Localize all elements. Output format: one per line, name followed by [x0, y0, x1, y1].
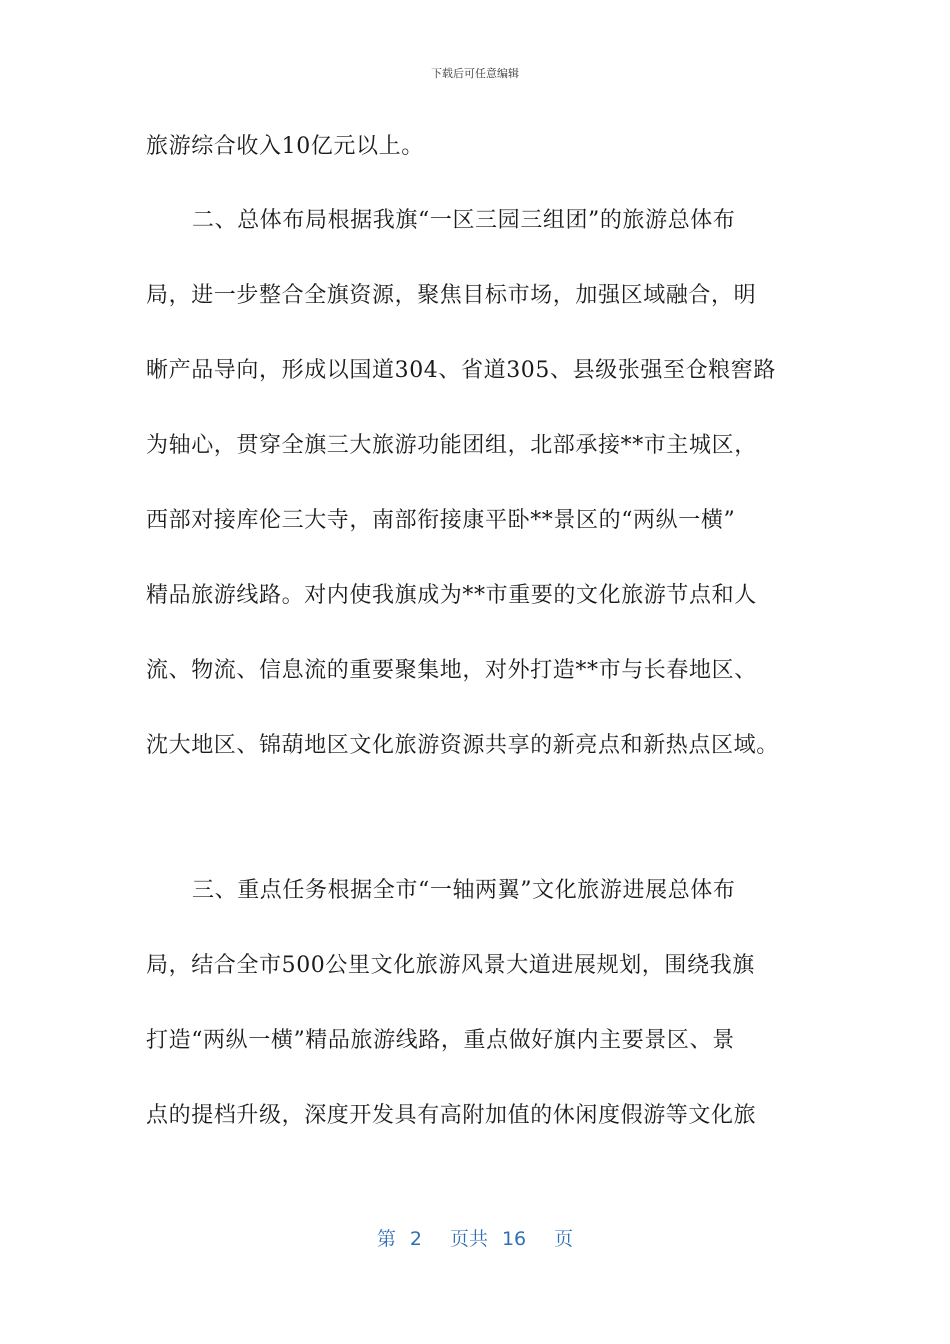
text-line: 二、总体布局根据我旗“一区三园三组团”的旅游总体布 — [192, 208, 736, 233]
total-pages-number: 16 — [501, 1228, 527, 1250]
text-line: 点的提档升级，深度开发具有高附加值的休闲度假游等文化旅 — [146, 1103, 757, 1128]
current-page-number: 2 — [409, 1228, 422, 1250]
page-footer — [0, 1226, 950, 1252]
page-header-note: 下载后可任意编辑 — [431, 67, 519, 80]
text-line: 沈大地区、锦葫地区文化旅游资源共享的新亮点和新热点区域。 — [146, 733, 779, 758]
page-suffix: 页 — [554, 1228, 574, 1250]
text-line: 局，进一步整合全旗资源，聚焦目标市场，加强区域融合，明 — [146, 283, 757, 308]
text-line: 打造“两纵一横”精品旅游线路，重点做好旗内主要景区、景 — [146, 1028, 735, 1053]
text-line: 局，结合全市500公里文化旅游风景大道进展规划，围绕我旗 — [146, 953, 755, 978]
page-prefix: 第 — [376, 1228, 396, 1250]
text-line: 为轴心，贯穿全旗三大旅游功能团组，北部承接**市主城区， — [146, 433, 757, 458]
text-line: 流、物流、信息流的重要聚集地，对外打造**市与长春地区、 — [146, 658, 757, 683]
text-line: 精品旅游线路。对内使我旗成为**市重要的文化旅游节点和人 — [146, 583, 757, 608]
text-line: 三、重点任务根据全市“一轴两翼”文化旅游进展总体布 — [192, 878, 736, 903]
page-mid: 页共 — [449, 1228, 488, 1250]
text-line: 旅游综合收入10亿元以上。 — [146, 134, 424, 159]
text-line: 晰产品导向，形成以国道304、省道305、县级张强至仓粮窖路 — [146, 358, 776, 383]
text-line: 西部对接库伦三大寺，南部衔接康平卧**景区的“两纵一横” — [146, 508, 736, 533]
